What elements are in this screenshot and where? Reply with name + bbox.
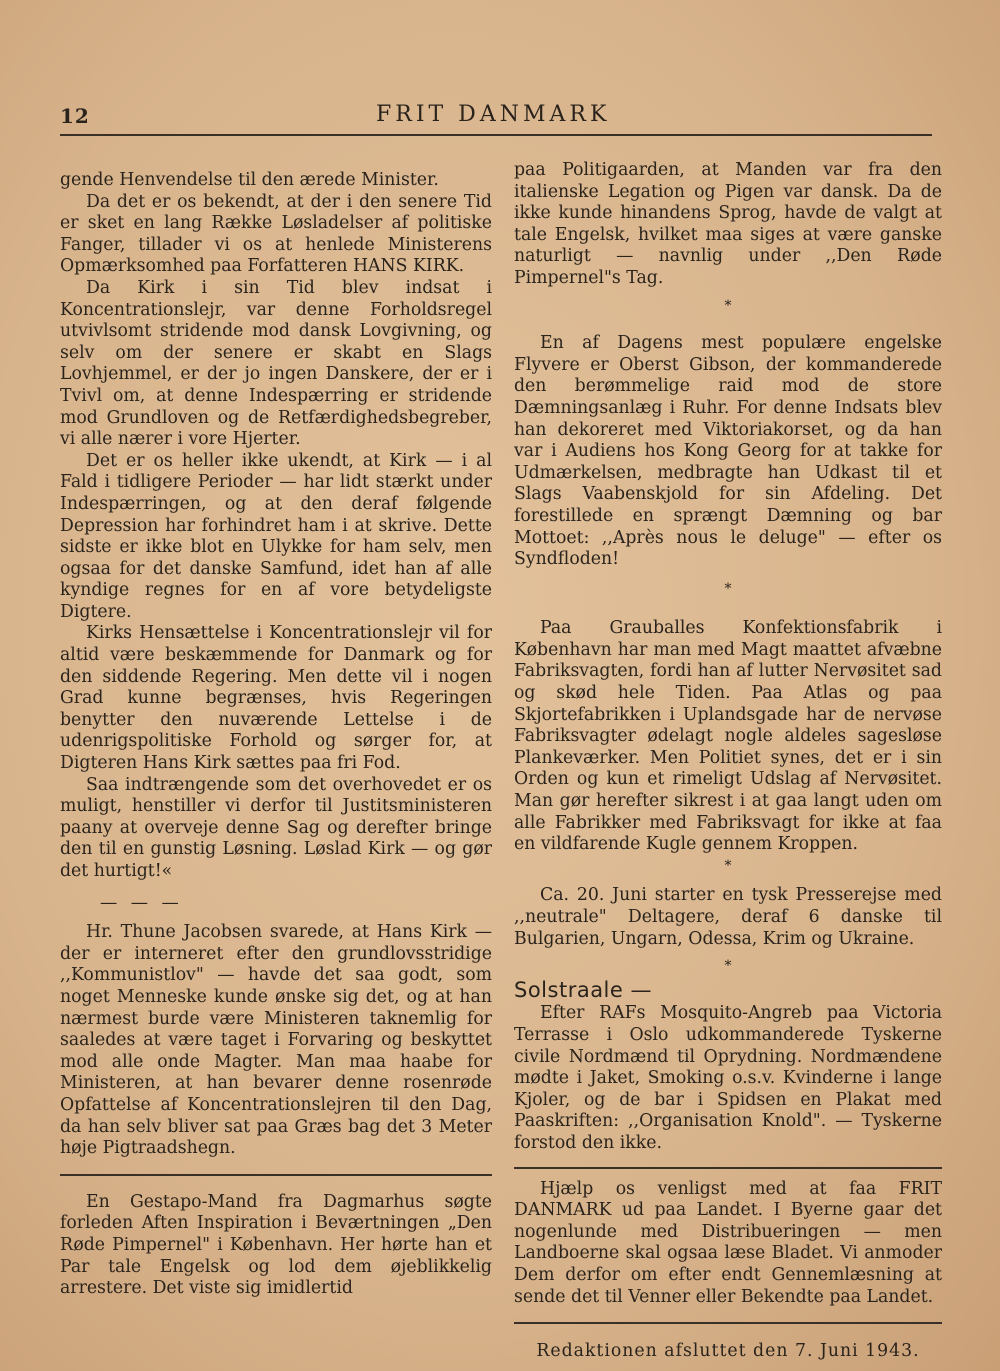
article-paragraph: Da Kirk i sin Tid blev indsat i Koncentrationslejr, var denne Forholdsregel utvivlsomt stridende mod dansk Lovgivning, og selv om der senere er skabt en Slags Lovhjemmel, er der jo ingen Danskere, der er i Tvivl om, at denne Indespærring er stridende mod Grundloven og de Retfærdighedsbegreber, vi alle nærer i vore Hjerter. xyxy=(60,277,492,450)
section-rule xyxy=(60,1174,492,1176)
star-separator: * xyxy=(724,958,732,975)
masthead: FRIT DANMARK xyxy=(376,102,611,127)
article-paragraph: Paa Grauballes Konfektionsfabrik i København har man med Magt maattet afvæbne Fabriksvagten, fordi han af lutter Nervøsitet sad og skød hele Tiden. Paa Atlas og paa Skjortefabrikken i Uplandsgade har de nervøse Fabriksvagter ødelagt nogle aldeles sagesløse Plankeværker. Men Politiet synes, det er i sin Orden og kun et rimeligt Udslag af Nervøsitet. Man gør herefter sikrest i at gaa langt uden om alle Fabrikker med Fabriksvagt for ikke at faa en vildfarende Kugle gennem Kroppen. xyxy=(514,618,942,855)
article-paragraph: En af Dagens mest populære engelske Flyvere er Oberst Gibson, der kommanderede den berømmelige raid mod de store Dæmningsanlæg i Ruhr. For denne Indsats blev han dekoreret med Viktoriakorset, og da han var i Audiens hos Kong Georg for at takke for Udmærkelsen, medbragte han Udkast til et Slags Vaabenskjold for sin Afdeling. Det forestillede en sprængt Dæmning og bar Mottoet: ,,Après nous le deluge" — efter os Syndfloden! xyxy=(514,333,942,570)
article-paragraph: Saa indtrængende som det overhovedet er os muligt, henstiller vi derfor til Justitsministeren paany at overveje denne Sag og derefter bringe den til en gunstig Løsning. Løslad Kirk — og gør det hurtigt!« xyxy=(60,774,492,881)
section-rule xyxy=(514,1322,942,1324)
article-paragraph: Da det er os bekendt, at der i den senere Tid er sket en lang Række Løsladelser af politiske Fanger, tillader vi os at henlede Ministerens Opmærksomhed paa Forfatteren HANS KIRK. xyxy=(60,191,492,277)
article-paragraph: gende Henvendelse til den ærede Minister. xyxy=(60,170,439,190)
section-rule xyxy=(514,1167,942,1169)
star-separator: * xyxy=(724,580,732,597)
closing-stamp: Redaktionen afsluttet den 7. Juni 1943. xyxy=(536,1341,920,1362)
header-rule xyxy=(60,134,932,136)
article-paragraph: paa Politigaarden, at Manden var fra den italienske Legation og Pigen var dansk. Da de ikke kunde hinandens Sprog, havde de valgt at tale Engelsk, hvilket maa siges at være ganske naturligt — navnlig under ,,Den Røde Pimpernel"s Tag. xyxy=(514,160,942,288)
star-separator: * xyxy=(724,857,732,874)
article-paragraph: Hr. Thune Jacobsen svarede, at Hans Kirk — der er interneret efter den grundlovsstridige ,,Kommunistlov" — havde det saa godt, som noget Menneske kunde ønske sig det, og at han nærmest burde være Ministeren taknemlig for saaledes at være taget i Forvaring og beskyttet mod alle onde Magter. Man maa haabe for Ministeren, at han bevarer denne rosenrøde Opfattelse af Koncentrationslejren til den Dag, da han selv bliver sat paa Græs bag det 3 Meter høje Pigtraadshegn. xyxy=(60,922,492,1159)
right-column xyxy=(514,160,942,1371)
article-paragraph: Det er os heller ikke ukendt, at Kirk — i al Fald i tidligere Perioder — har lidt stærkt under Indespærringen, og at den deraf følgende Depression har forhindret ham i at skrive. Dette sidste er ikke blot en Ulykke for ham selv, men ogsaa for det danske Samfund, idet han af alle kyndige regnes for en af vore betydeligste Digtere. xyxy=(60,450,492,622)
star-separator: * xyxy=(724,297,732,314)
page-number: 12 xyxy=(60,104,90,128)
article-paragraph: En Gestapo-Mand fra Dagmarhus søgte forleden Aften Inspiration i Beværtningen „Den Røde Pimpernel" i København. Her hørte han et Par tale Engelsk og lod dem øjeblikkelig arrestere. Det viste sig imidlertid xyxy=(60,1191,492,1299)
left-column xyxy=(60,170,492,1300)
section-separator: — — — xyxy=(100,892,183,913)
article-paragraph: Ca. 20. Juni starter en tysk Presserejse med ,,neutrale" Deltagere, deraf 6 danske til Bulgarien, Ungarn, Odessa, Krim og Ukraine. xyxy=(514,885,942,949)
article-paragraph: Kirks Hensættelse i Koncentrationslejr vil for altid være beskæmmende for Danmark og for den siddende Regering. Men dette vil i nogen Grad kunne begrænses, hvis Regeringen benytter den nuværende Lettelse i de udenrigspolitiske Forhold og sørger for, at Digteren Hans Kirk sættes paa fri Fod. xyxy=(60,623,492,774)
section-heading: Solstraale — xyxy=(514,977,652,1002)
notice-paragraph: Hjælp os venligst med at faa FRIT DANMARK ud paa Landet. I Byerne gaar det nogenlunde med Distribueringen — men Landboerne skal ogsaa læse Bladet. Vi anmoder Dem derfor om efter endt Gennemlæsning at sende det til Venner eller Bekendte paa Landet. xyxy=(514,1178,942,1307)
page-header xyxy=(60,100,932,134)
article-paragraph: Efter RAFs Mosquito-Angreb paa Victoria Terrasse i Oslo udkommanderede Tyskerne civile Nordmænd til Oprydning. Nordmændene mødte i Jaket, Smoking o.s.v. Kvinderne i lange Kjoler, og de bar i Spidsen en Plakat med Paaskriften: ,,Organisation Knold". — Tyskerne forstod den ikke. xyxy=(514,1003,942,1153)
